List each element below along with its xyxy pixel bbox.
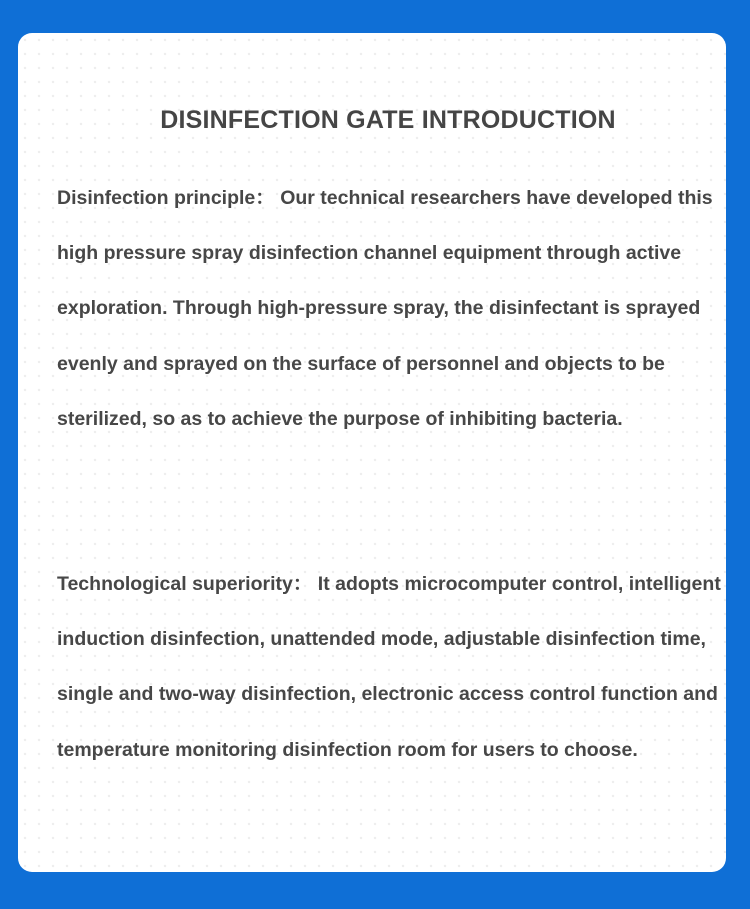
page-title: DISINFECTION GATE INTRODUCTION [160,106,616,134]
technological-superiority-label: Technological superiority： [57,573,313,595]
disinfection-principle-paragraph [57,171,727,447]
technological-superiority-text: It adopts microcomputer control, intelligent induction disinfection, unattended mode, adjustable disinfection time, single and two-way disinfection, electronic access control function and temperature monitoring disinfection room for users to choose. [57,573,721,761]
content-card [18,33,726,872]
technological-superiority-paragraph [57,557,727,778]
disinfection-principle-text: Our technical researchers have developed this high pressure spray disinfection channel equipment through active exploration. Through high-pressure spray, the disinfectant is sprayed evenly and sprayed on the surface of personnel and objects to be sterilized, so as to achieve the purpose of inhibiting bacteria. [57,187,713,430]
disinfection-principle-label: Disinfection principle： [57,187,275,209]
